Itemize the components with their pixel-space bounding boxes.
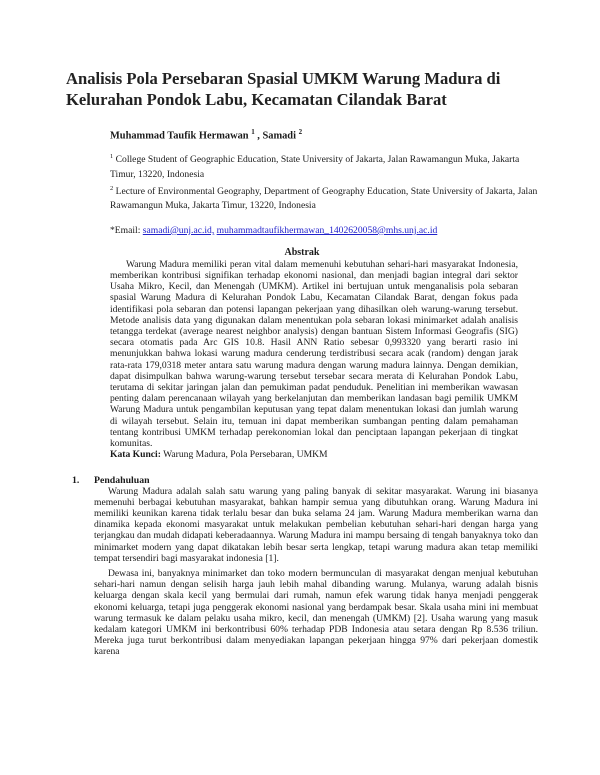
author-1-sup: 1 (251, 128, 255, 136)
abstract-heading: Abstrak (284, 246, 320, 258)
affiliation-2-text: Lecture of Environmental Geography, Department of Geography Education, State University of Jakarta, Jalan Rawamangun Muka, Jakarta Timur, 13220, Indonesia (110, 185, 538, 211)
affiliation-2-sup: 2 (110, 184, 114, 192)
email-link-1[interactable]: samadi@unj.ac.id, (142, 224, 215, 236)
affiliation-2 (110, 182, 538, 213)
keywords-label: Kata Kunci: (110, 449, 161, 461)
section-heading (66, 475, 538, 486)
section-title: Pendahuluan (94, 474, 150, 486)
abstract-block (66, 259, 538, 449)
email-label: *Email: (110, 224, 141, 236)
keywords-line (66, 449, 538, 460)
email-line (110, 225, 538, 236)
author-2-name: Samadi (262, 130, 296, 142)
keywords-text: Warung Madura, Pola Persebaran, UMKM (163, 449, 328, 461)
author-1-name: Muhammad Taufik Hermawan (110, 130, 249, 142)
section-body (66, 486, 538, 658)
author-2-sup: 2 (298, 128, 303, 136)
paragraph-2: Dewasa ini, banyaknya minimarket dan toko modern bermunculan di masyarakat dengan menjual kebutuhan sehari-hari namun dengan selisih harga jauh lebih mahal dibanding warung. Mulanya, warung adalah bisnis keluarga dengan skala kecil yang bermulai dari rumah, namun efek warung tidak hanya menjadi penggerak ekonomi keluarga, tetapi juga penggerak ekonomi nasional yang berdampak besar. Skala usaha mini ini membuat warung termasuk ke dalam pelaku usaha mikro, kecil, dan menengah (UMKM) [2]. Usaha warung yang masuk kedalam kategori UMKM ini berkontribusi 60% terhadap PDB Indonesia atau setara dengan Rp 8.536 triliun. Mereka juga turut berkontribusi dalam menyediakan lapangan pekerjaan hingga 97% dari pekerjaan domestik karena (94, 567, 538, 658)
paragraph-1: Warung Madura adalah salah satu warung yang paling banyak di sekitar masyarakat. Warung ini biasanya memenuhi berbagai kebutuhan masyarakat, bahkan hampir semua yang dibutuhkan orang. Warung Madura ini memiliki keunikan karena tidak terlalu besar dan buka selama 24 jam. Warung Madura memberikan warna dan dinamika kepada ekonomi masyarakat untuk melakukan pembelian kebutuhan sehari-hari dengan harga yang terjangkau dan mudah didapati keberadaannya. Warung Madura ini mampu bersaing di tengah banyaknya toko dan minimarket modern yang dapat dikatakan lebih besar serta lengkap, tetapi warung madura akan tetap memiliki tempat tersendiri bagi masyarakat indonesia [1]. (94, 485, 538, 564)
abstract-text: Warung Madura memiliki peran vital dalam memenuhi kebutuhan sehari-hari masyarakat Indonesia, memberikan kontribusi signifikan terhadap ekonomi nasional, dan menjadi bagian integral dari sektor Usaha Mikro, Kecil, dan Menengah (UMKM). Artikel ini bertujuan untuk menganalisis pola sebaran spasial Warung Madura di Kelurahan Pondok Labu, Kecamatan Cilandak Barat, dengan fokus pada identifikasi pola sebaran dan potensi lapangan pekerjaan yang dihasilkan oleh warung-warung tersebut. Metode analisis data yang digunakan dalam menentukan pola sebaran lokasi minimarket adalah analisis tetangga terdekat (average nearest neighbor analysis) dengan bantuan Sistem Informasi Geografis (SIG) secara otomatis pada Arc GIS 10.8. Hasil ANN Ratio sebesar 0,993320 yang berarti rasio ini menunjukkan bahwa lokasi warung madura cenderung terdistribusi secara acak (random) dengan jarak rata-rata 179,0318 meter antara satu warung madura dengan warung madura lainnya. Dengan demikian, dapat disimpulkan bahwa warung-warung tersebut tersebar secara merata di Kelurahan Pondok Labu, terutama di sekitar jaringan jalan dan pemukiman padat penduduk. Penelitian ini memberikan wawasan penting dalam perencanaan wilayah yang berkelanjutan dan memberikan landasan bagi pemilik UMKM Warung Madura untuk pengambilan keputusan yang tepat dalam menentukan lokasi dan jumlah warung di wilayah tersebut. Selain itu, temuan ini dapat memberikan sumbangan penting dalam pemahaman tentang kontribusi UMKM terhadap perekonomian lokal dan penciptaan lapangan pekerjaan di tingkat komunitas. (110, 258, 518, 450)
affiliation-1-text: College Student of Geographic Education, State University of Jakarta, Jalan Rawamangun Muka, Jakarta Timur, 13220, Indonesia (110, 154, 520, 180)
author-line (110, 128, 538, 141)
paper-title: Analisis Pola Persebaran Spasial UMKM Warung Madura di Kelurahan Pondok Labu, Kecamatan Cilandak Barat (66, 69, 501, 109)
section-number: 1. (72, 474, 80, 486)
email-link-2[interactable]: muhammadtaufikhermawan_1402620058@mhs.unj.ac.id (216, 224, 438, 236)
affiliation-1 (110, 150, 538, 181)
author-separator: , (254, 130, 263, 142)
affiliation-1-sup: 1 (110, 153, 114, 161)
